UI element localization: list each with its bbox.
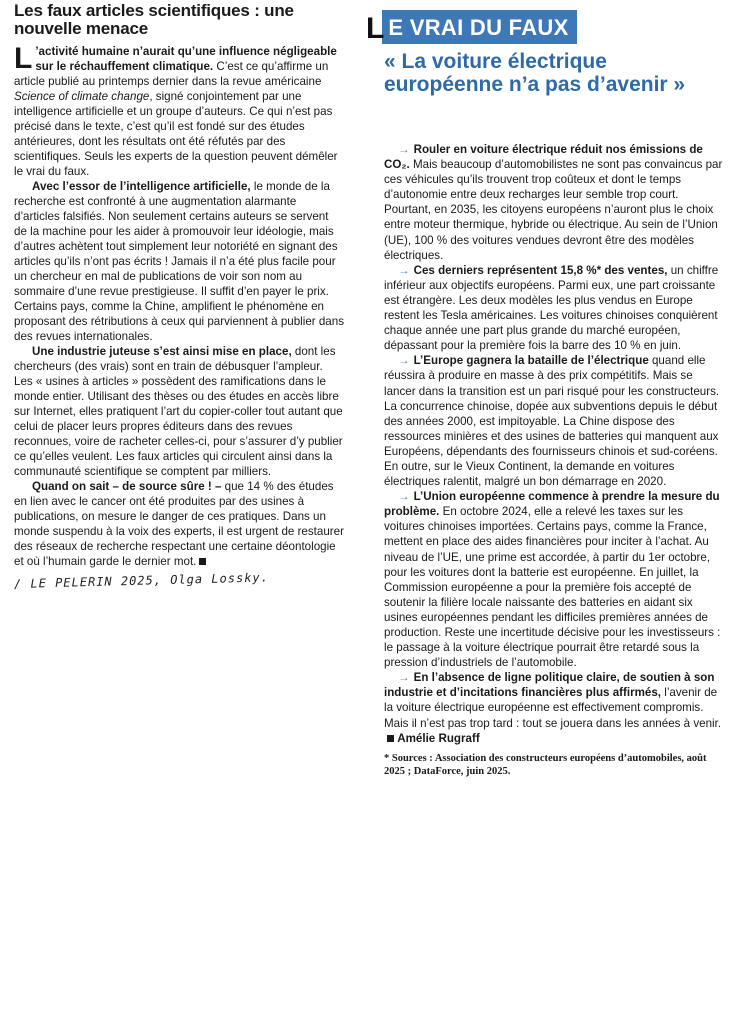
paragraph-heading: En l’absence de ligne politique claire, de soutien à son industrie et d’incitations financières plus affirmés, xyxy=(384,671,715,700)
paragraph-text: un chiffre inférieur aux objectifs européens. Parmi eux, une part croissante est étrangère. Les deux modèles les plus vendus en Europe restent les Tesla américaines. Les voitures chinoises conquièrent chaque année une part plus grande du marché européen, dépassant pour la première fois la barre des 10 % en juin. xyxy=(384,263,719,353)
paragraph-heading: L’Union européenne commence à prendre la mesure du problème. xyxy=(384,490,720,519)
paragraph-3 xyxy=(384,353,724,489)
paragraph-1 xyxy=(14,179,344,344)
paragraph-heading: Avec l’essor de l’intelligence artificielle, xyxy=(32,180,251,193)
paragraph-5 xyxy=(384,670,724,745)
journal-name: Science of climate change xyxy=(14,90,150,103)
lead-text: C’est ce qu’affirme un article publié au printemps dernier dans la revue américaine xyxy=(14,60,329,88)
end-mark-icon xyxy=(387,735,394,742)
article-lead xyxy=(14,44,344,179)
paragraph-text: que 14 % des études en lien avec le cancer ont été produites par des usines à publications, on mesure le danger de ces pratiques. Dans un monde suspendu à la voix des experts, il est urgent de restaurer des réseaux de recherche respectant une certaine déontologie et où l’humain garde le dernier mot. xyxy=(14,480,344,568)
left-column xyxy=(14,0,344,591)
paragraph-heading: Rouler en voiture électrique réduit nos émissions de CO₂. xyxy=(384,143,703,172)
arrow-icon: → xyxy=(398,671,410,685)
lead-text-cont: , signé conjointement par une intelligence artificielle et un groupe d’auteurs. Ce qui n’est pas précisé dans le texte, c’est qu’il est fondé sur des études antérieures, dont les résultats ont été réfutés par des scientifiques. Seuls les experts de la question peuvent démêler le vrai du faux. xyxy=(14,90,338,178)
paragraph-text: l’avenir de la voiture électrique européenne est effectivement compromis. Mais il n’est pas trop tard : tout se jouera dans les années à venir. xyxy=(384,686,722,730)
paragraph-text: le monde de la recherche est confronté à une augmentation alarmante d’articles falsifiés. Non seulement certains auteurs se servent de la machine pour les aider à promouvoir leur idéologie, mais d’autres achètent tout simplement leur notoriété en signant des articles qu’ils n’ont pas écrits ! Jamais il n’a été plus facile pour un chercheur en mal de publications de voir son nom au sommaire d’une revue prestigieuse. Il suffit d’en payer le prix. Certains pays, comme la Chine, amplifient le phénomène en proposant des rétributions à ceux qui parviennent à publier dans des revues internationales. xyxy=(14,180,344,343)
paragraph-text: En octobre 2024, elle a relevé les taxes sur les voitures chinoises importées. Certains pays, comme la France, mettent en place des aides financières pour inciter à l’achat. Au niveau de l’UE, une prime est accordée, à partir du 1er octobre, pour les voitures dont la batterie est européenne. En juillet, la Commission européenne a pour la première fois accepté de soutenir la filière locale naissante des batteries en aidant six usines européennes pendant les difficiles premières années de production. Reste une incertitude décisive pour les investisseurs : le passage à la voiture électrique pourrait être retardé sous la pression d’industriels de l’automobile. xyxy=(384,505,721,670)
paragraph-heading: Quand on sait – de source sûre ! – xyxy=(32,480,222,493)
paragraph-2 xyxy=(384,263,724,354)
paragraph-heading: L’Europe gagnera la bataille de l’électrique xyxy=(413,354,649,368)
paragraph-2 xyxy=(14,344,344,479)
lead-bold-text: ’activité humaine n’aurait qu’une influence négligeable sur le réchauffement climatique. xyxy=(35,45,337,73)
arrow-icon: → xyxy=(398,490,410,504)
paragraph-text: quand elle réussira à produire en masse à des prix compétitifs. Mais se lancer dans la transition est un pari risqué pour les constructeurs. La concurrence chinoise, dopée aux subventions depuis le début des années 2000, est impitoyable. La Chine dispose des ressources minières et des usines de batteries qui manquent aux Européens, dépendants des fournisseurs chinois et sud-coréens. En outre, sur le Vieux Continent, la demande en voitures électriques ralentit, malgré un bon démarrage en 2020. xyxy=(384,354,720,489)
article-title: Les faux articles scientifiques : une nouvelle menace xyxy=(14,1,294,38)
arrow-icon: → xyxy=(398,354,410,368)
headline-quote: « La voiture électrique européenne n’a pas d’avenir » xyxy=(384,50,686,96)
dropcap: L xyxy=(14,42,33,75)
rubric-first-letter: L xyxy=(366,12,385,45)
paragraph-heading: Une industrie juteuse s’est ainsi mise en place, xyxy=(32,345,292,358)
right-article-body xyxy=(384,142,724,778)
paragraph-heading: Ces derniers représentent 15,8 %* des ventes, xyxy=(413,263,668,277)
author-signature: Amélie Rugraff xyxy=(397,731,480,745)
paragraph-text: dont les chercheurs (des vrais) sont en train de débusquer l’ampleur. Les « usines à articles » possèdent des ramifications dans le monde entier. Utilisant des thèses ou des études en accès libre sur Internet, elles pratiquent l’art du copier-coller tout autant que celui de placer leurs propres éditeurs dans des revues reconnues, voire de racheter celles-ci, pour s’assurer d’y publier ce qu’elles veulent. Les faux articles qui circulent ainsi dans la communauté scientifique se comptent par milliers. xyxy=(14,345,343,478)
arrow-icon: → xyxy=(398,143,410,156)
paragraph-3 xyxy=(14,479,344,569)
arrow-icon: → xyxy=(398,263,410,277)
rubric-label: E VRAI DU FAUX xyxy=(382,10,576,44)
handwritten-note: / LE PELERIN 2025, Olga Lossky. xyxy=(13,570,270,591)
paragraph-1 xyxy=(384,142,724,263)
rubric-banner xyxy=(366,0,584,44)
paragraph-4 xyxy=(384,489,724,670)
end-mark-icon xyxy=(199,558,206,565)
sources-note: * Sources : Association des constructeurs européens d’automobiles, août 2025 ; DataForce, juin 2025. xyxy=(384,752,707,777)
paragraph-text: Mais beaucoup d’automobilistes ne sont pas convaincus par ces véhicules qu’ils trouvent trop coûteux et dont le temps d’autonomie entre deux recharges leur semble trop court. Pourtant, en 2035, les citoyens européens n’auront plus le choix entre moteur thermique, hybride ou électrique. Au sein de l’Union (UE), 100 % des voitures vendues devront être des modèles électriques. xyxy=(384,158,723,262)
